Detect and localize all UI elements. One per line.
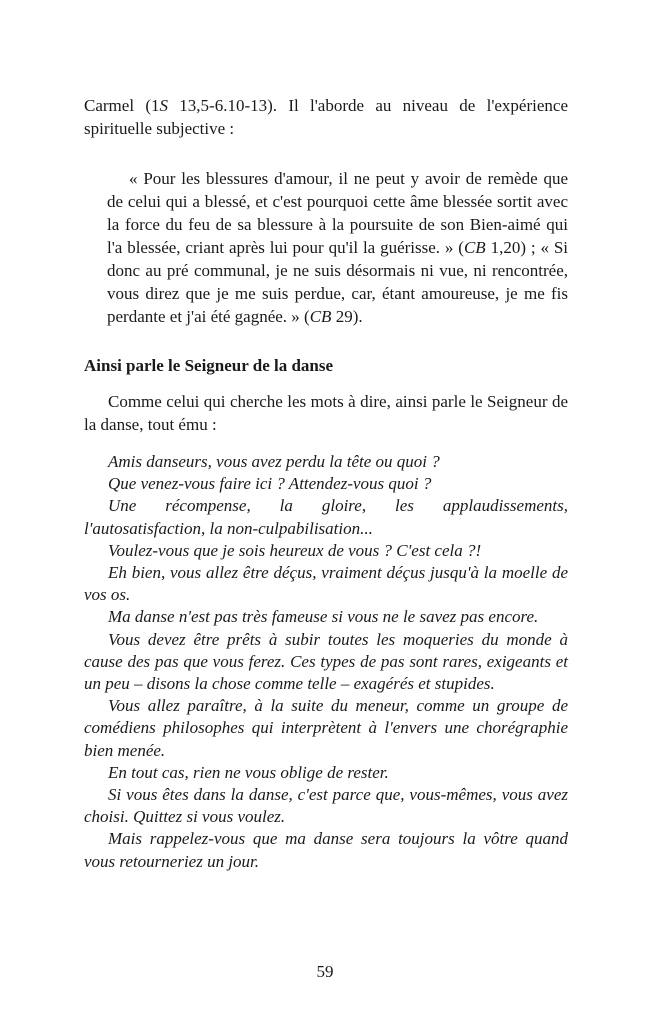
poem-line: Mais rappelez-vous que ma danse sera toujours la vôtre quand vous retourneriez un jour. — [84, 829, 568, 871]
quote-text-1: « Pour les blessures d'amour, il ne peut y avoir de remède que de celui qui a blessé, et c'est pourquoi cette âme blessée sortit avec la force du feu de sa blessure à la poursuite de son Bien-aimé qui l'a blessée, criant après lui pour qu'il la guérisse. » ( — [107, 169, 568, 257]
poem-line: Voulez-vous que je sois heureux de vous ? C'est cela ?! — [108, 540, 482, 560]
poem-line: Eh bien, vous allez être déçus, vraiment déçus jusqu'à la moelle de vos os. — [84, 563, 568, 605]
intro-reference: S — [159, 96, 168, 115]
poem-line: Une récompense, la gloire, les applaudissements, l'autosatisfaction, la non-culpabilisation... — [84, 496, 568, 538]
poem — [84, 451, 568, 873]
quote-paragraph — [107, 167, 568, 328]
quote-source-2: CB — [309, 307, 332, 326]
intro-paragraph — [84, 94, 568, 140]
poem-line: Vous allez paraître, à la suite du meneur, comme un groupe de comédiens philosophes qui interprètent à l'envers une chorégraphie bien menée. — [84, 696, 568, 760]
narration-paragraph: Comme celui qui cherche les mots à dire, ainsi parle le Seigneur de la danse, tout ému : — [84, 392, 568, 434]
poem-line: En tout cas, rien ne vous oblige de rester. — [108, 762, 389, 782]
page-number: 59 — [316, 962, 334, 981]
poem-line: Ma danse n'est pas très fameuse si vous ne le savez pas encore. — [108, 607, 539, 627]
quote-source-1: CB — [463, 238, 486, 257]
section-heading: Ainsi parle le Seigneur de la danse — [84, 356, 334, 375]
intro-text-rest: 13,5-6.10-13). Il l'aborde au niveau de l'expérience spirituelle subjective : — [84, 96, 568, 138]
quote-text-2: 1,20) ; « Si donc au pré communal, je ne suis désormais ni vue, ni rencontrée, vous direz que je me suis perdue, car, étant amoureuse, je me fis perdante et j'ai été gagnée. » ( — [107, 238, 569, 326]
quote-text-3: 29). — [331, 307, 363, 326]
intro-text: Carmel (1 — [84, 96, 160, 115]
poem-line: Que venez-vous faire ici ? Attendez-vous quoi ? — [108, 474, 432, 494]
poem-line: Amis danseurs, vous avez perdu la tête ou quoi ? — [108, 452, 440, 471]
poem-line: Vous devez être prêts à subir toutes les moqueries du monde à cause des pas que vous ferez. Ces types de pas sont rares, exigeants et un peu – disons la chose comme telle – exagérés et stupides. — [84, 629, 568, 694]
block-quote — [107, 167, 568, 328]
page-content — [84, 94, 568, 873]
poem-line: Si vous êtes dans la danse, c'est parce que, vous-mêmes, vous avez choisi. Quittez si vous voulez. — [84, 785, 568, 827]
